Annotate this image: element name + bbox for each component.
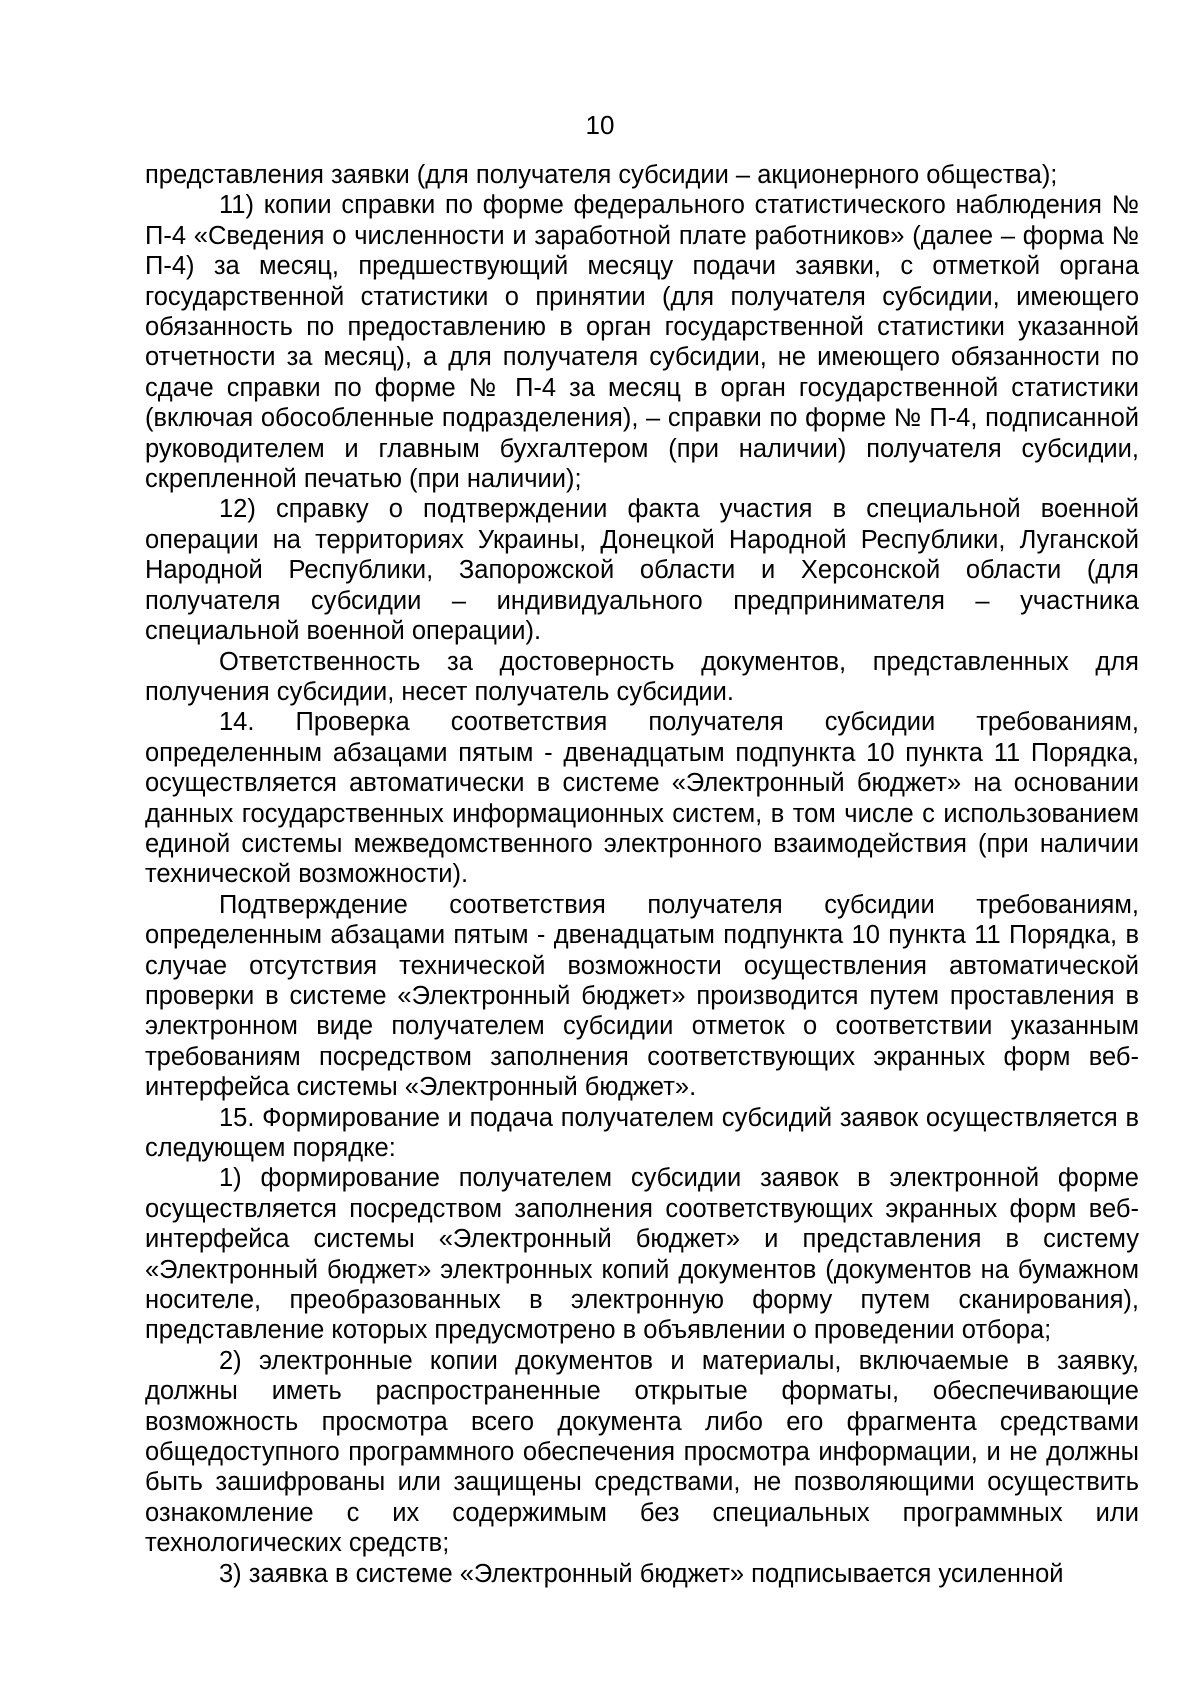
paragraph: 14. Проверка соответствия получателя субсидии требованиям, определенным абзацами пятым - двенадцатым подпункта 10 пункта 11 Порядка, осуществляется автоматически в системе «Электронный бюджет» на основании данных государственных информационных систем, в том числе с использованием единой системы межведомственного электронного взаимодействия (при наличии технической возможности). xyxy=(145,708,1139,889)
paragraph: 1) формирование получателем субсидии заявок в электронной форме осуществляется посредством заполнения соответствующих экранных форм веб-интерфейса системы «Электронный бюджет» и представления в систему «Электронный бюджет» электронных копий документов (документов на бумажном носителе, преобразованных в электронную форму путем сканирования), представление которых предусмотрено в объявлении о проведении отбора; xyxy=(145,1164,1139,1345)
paragraph: 2) электронные копии документов и материалы, включаемые в заявку, должны иметь распространенные открытые форматы, обеспечивающие возможность просмотра всего документа либо его фрагмента средствами общедоступного программного обеспечения просмотра информации, и не должны быть зашифрованы или защищены средствами, не позволяющими осуществить ознакомление с их содержимым без специальных программных или технологических средств; xyxy=(145,1346,1139,1558)
paragraph: 11) копии справки по форме федерального статистического наблюдения № П-4 «Сведения о численности и заработной плате работников» (далее – форма № П-4) за месяц, предшествующий месяцу подачи заявки, с отметкой органа государственной статистики о принятии (для получателя субсидии, имеющего обязанность по предоставлению в орган государственной статистики указанной отчетности за месяц), а для получателя субсидии, не имеющего обязанности по сдаче справки по форме № П-4 за месяц в орган государственной статистики (включая обособленные подразделения), – справки по форме № П-4, подписанной руководителем и главным бухгалтером (при наличии) получателя субсидии, скрепленной печатью (при наличии); xyxy=(145,191,1139,494)
paragraph: 15. Формирование и подача получателем субсидий заявок осуществляется в следующем порядке: xyxy=(145,1103,1139,1162)
paragraph: 12) справку о подтверждении факта участия в специальной военной операции на территориях Украины, Донецкой Народной Республики, Луганской Народной Республики, Запорожской области и Херсонской области (для получателя субсидии – индивидуального предпринимателя – участника специальной военной операции). xyxy=(145,495,1139,646)
paragraph: Подтверждение соответствия получателя субсидии требованиям, определенным абзацами пятым - двенадцатым подпункта 10 пункта 11 Порядка, в случае отсутствия технической возможности осуществления автоматической проверки в системе «Электронный бюджет» производится путем проставления в электронном виде получателем субсидии отметок о соответствии указанным требованиям посредством заполнения соответствующих экранных форм веб-интерфейса системы «Электронный бюджет». xyxy=(145,890,1139,1102)
document-body xyxy=(145,160,1139,1589)
paragraph: Ответственность за достоверность документов, представленных для получения субсидии, несет получатель субсидии. xyxy=(145,647,1139,706)
page-number: 10 xyxy=(585,110,615,140)
paragraph: 3) заявка в системе «Электронный бюджет» подписывается усиленной xyxy=(219,1559,1064,1588)
paragraph: представления заявки (для получателя субсидии – акционерного общества); xyxy=(145,161,1058,189)
